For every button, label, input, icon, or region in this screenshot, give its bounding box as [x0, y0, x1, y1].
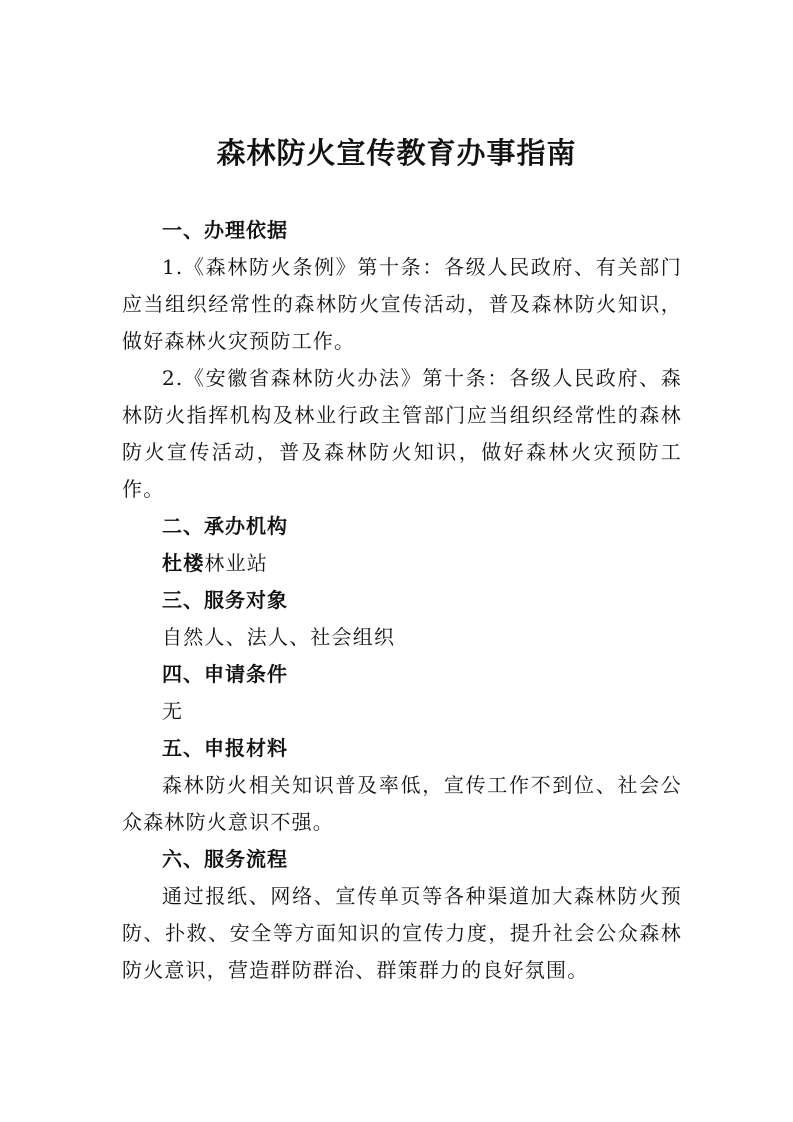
- basis-item-1: 1.《森林防火条例》第十条：各级人民政府、有关部门应当组织经常性的森林防火宣传活动，普及森林防火知识，做好森林火灾预防工作。: [122, 255, 682, 353]
- section-heading-organ: 二、承办机构: [162, 514, 288, 538]
- materials-text: 森林防火相关知识普及率低，宣传工作不到位、社会公众森林防火意识不强。: [122, 773, 682, 834]
- process-text: 通过报纸、网络、宣传单页等各种渠道加大森林防火预防、扑救、安全等方面知识的宣传力度，提升社会公众森林防火意识，营造群防群治、群策群力的良好氛围。: [122, 884, 682, 982]
- target-text: 自然人、法人、社会组织: [162, 625, 396, 649]
- document-title: 森林防火宣传教育办事指南: [216, 136, 577, 170]
- basis-item-2: 2.《安徽省森林防火办法》第十条：各级人民政府、森林防火指挥机构及林业行政主管部门应当组织经常性的森林防火宣传活动，普及森林防火知识，做好森林火灾预防工作。: [122, 366, 682, 501]
- document-body: [122, 212, 682, 989]
- section-heading-target: 三、服务对象: [162, 588, 288, 612]
- organ-name: [162, 545, 682, 582]
- conditions-text: 无: [162, 699, 184, 723]
- section-heading-materials: 五、申报材料: [162, 736, 288, 760]
- organ-name-bold: 杜楼: [162, 551, 205, 575]
- section-heading-conditions: 四、申请条件: [162, 662, 288, 686]
- organ-name-rest: 林业站: [204, 551, 269, 575]
- section-heading-basis: 一、办理依据: [162, 218, 288, 242]
- section-heading-process: 六、服务流程: [162, 847, 288, 871]
